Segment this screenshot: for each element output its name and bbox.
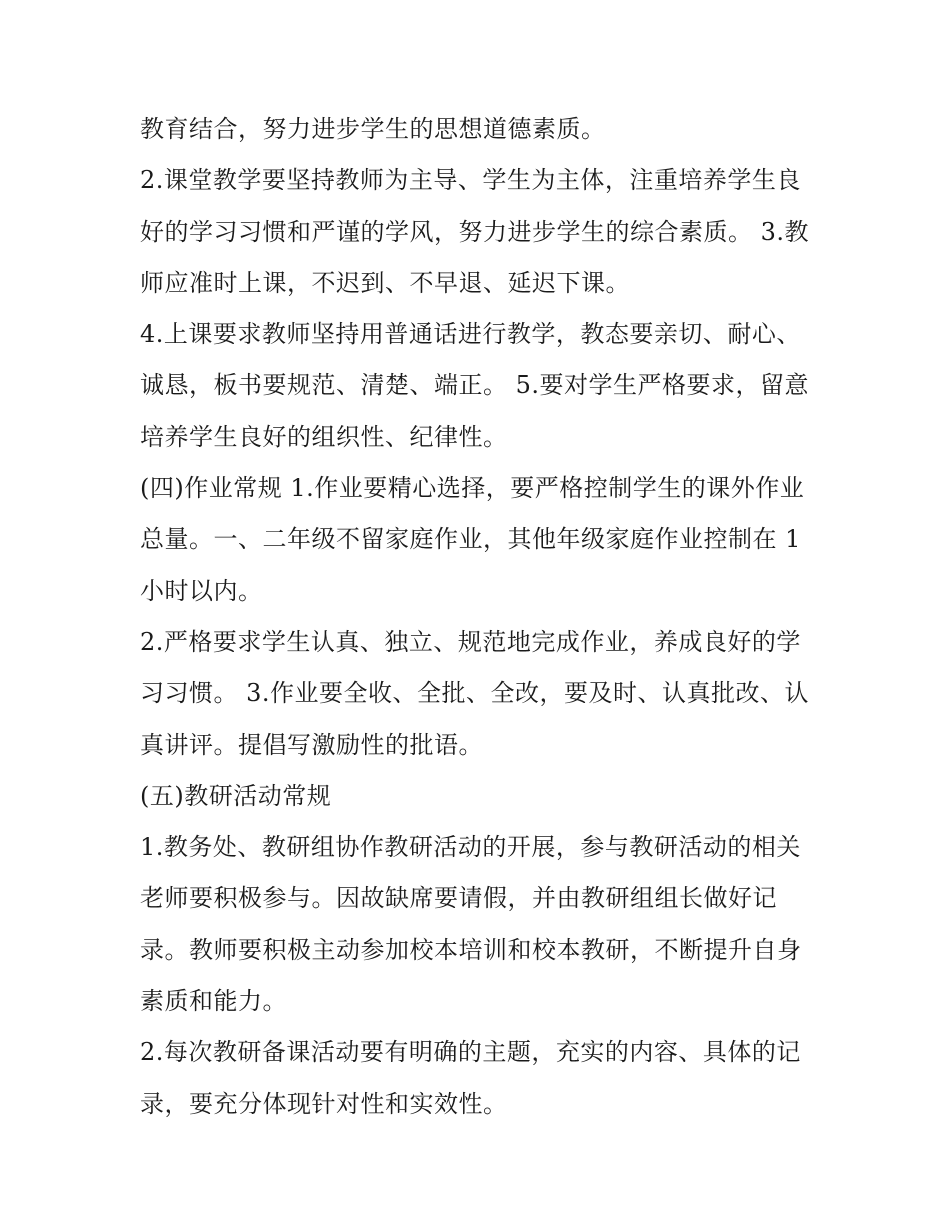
text-line: 录，要充分体现针对性和实效性。 <box>140 1089 508 1118</box>
text-line: 2.课堂教学要坚持教师为主导、学生为主体，注重培养学生良 <box>140 166 801 195</box>
section-heading: (五)教研活动常规 <box>140 781 332 810</box>
text-line: 素质和能力。 <box>140 987 287 1016</box>
text-line: (四)作业常规 1.作业要精心选择，要严格控制学生的课外作业 <box>140 474 805 503</box>
text-line: 总量。一、二年级不留家庭作业，其他年级家庭作业控制在 1 <box>140 525 801 554</box>
text-line: 习习惯。 3.作业要全收、全批、全改，要及时、认真批改、认 <box>140 679 810 708</box>
text-line: 教育结合，努力进步学生的思想道德素质。 <box>140 115 606 143</box>
text-line: 2.每次教研备课活动要有明确的主题，充实的内容、具体的记 <box>140 1038 801 1067</box>
text-line: 1.教务处、教研组协作教研活动的开展，参与教研活动的相关 <box>140 833 801 862</box>
text-line: 小时以内。 <box>140 576 263 605</box>
text-line: 老师要积极参与。因故缺席要请假，并由教研组组长做好记 <box>140 884 777 913</box>
text-line: 4.上课要求教师坚持用普通话进行教学，教态要亲切、耐心、 <box>140 320 801 349</box>
text-line: 师应准时上课，不迟到、不早退、延迟下课。 <box>140 268 630 297</box>
text-line: 培养学生良好的组织性、纪律性。 <box>140 422 508 451</box>
body-text <box>140 104 820 1130</box>
text-line: 真讲评。提倡写激励性的批语。 <box>140 730 483 759</box>
text-line: 录。教师要积极主动参加校本培训和校本教研，不断提升自身 <box>140 935 802 964</box>
text-line: 诚恳，板书要规范、清楚、端正。 5.要对学生严格要求，留意 <box>140 371 810 400</box>
text-line: 好的学习习惯和严谨的学风，努力进步学生的综合素质。 3.教 <box>140 217 810 246</box>
text-line: 2.严格要求学生认真、独立、规范地完成作业，养成良好的学 <box>140 627 801 656</box>
